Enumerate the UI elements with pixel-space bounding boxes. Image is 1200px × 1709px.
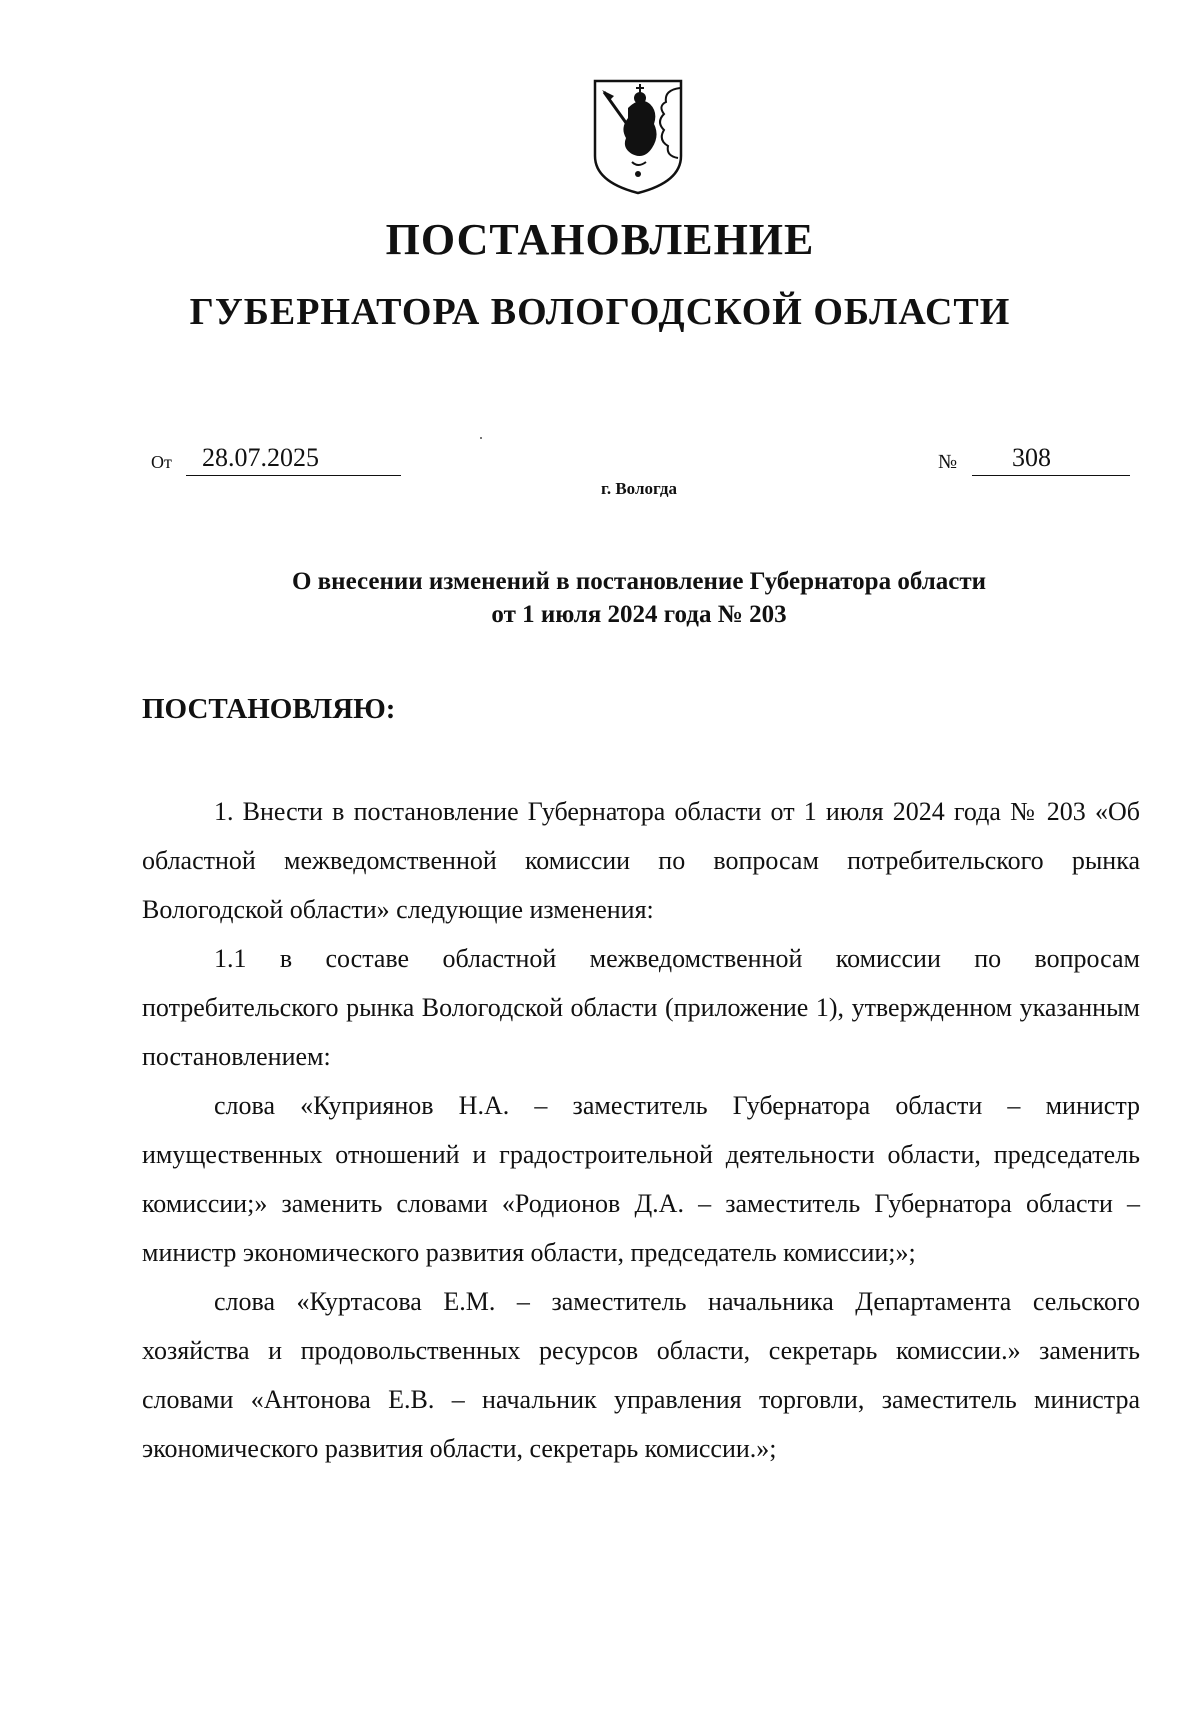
paragraph: 1. Внести в постановление Губернатора области от 1 июля 2024 года № 203 «Об областной межведомственной комиссии по вопросам потребительского рынка Вологодской области» следующие изменения: [142, 797, 1140, 924]
decree-word: ПОСТАНОВЛЯЮ: [142, 693, 396, 725]
document-title: ПОСТАНОВЛЕНИЕ [385, 215, 815, 264]
document-date: 28.07.2025 [186, 442, 401, 476]
document-number: 308 [972, 442, 1130, 476]
scan-speck [480, 437, 482, 439]
subject-line-1: О внесении изменений в постановление Губернатора области [291, 568, 987, 595]
document-subject [160, 565, 1118, 631]
subject-line-2: от 1 июля 2024 года № 203 [491, 601, 787, 628]
document-issuer: ГУБЕРНАТОРА ВОЛОГОДСКОЙ ОБЛАСТИ [189, 291, 1011, 333]
document-city: г. Вологда [601, 479, 677, 498]
date-label: От [151, 452, 172, 472]
paragraph: слова «Куприянов Н.А. – заместитель Губернатора области – министр имущественных отношений и градостроительной деятельности области, председатель комиссии;» заменить словами «Родионов Д.А. – заместитель Губернатора области – министр экономического развития области, председатель комиссии;»; [142, 1091, 1140, 1267]
coat-of-arms-icon [592, 78, 684, 196]
number-label: № [938, 451, 958, 473]
paragraph: слова «Куртасова Е.М. – заместитель начальника Департамента сельского хозяйства и продовольственных ресурсов области, секретарь комиссии.» заменить словами «Антонова Е.В. – начальник управления торговли, заместитель министра экономического развития области, секретарь комиссии.»; [142, 1287, 1140, 1463]
document-body [142, 787, 1140, 1473]
paragraph: 1.1 в составе областной межведомственной комиссии по вопросам потребительского рынка Вологодской области (приложение 1), утвержденном указанным постановлением: [142, 944, 1140, 1071]
